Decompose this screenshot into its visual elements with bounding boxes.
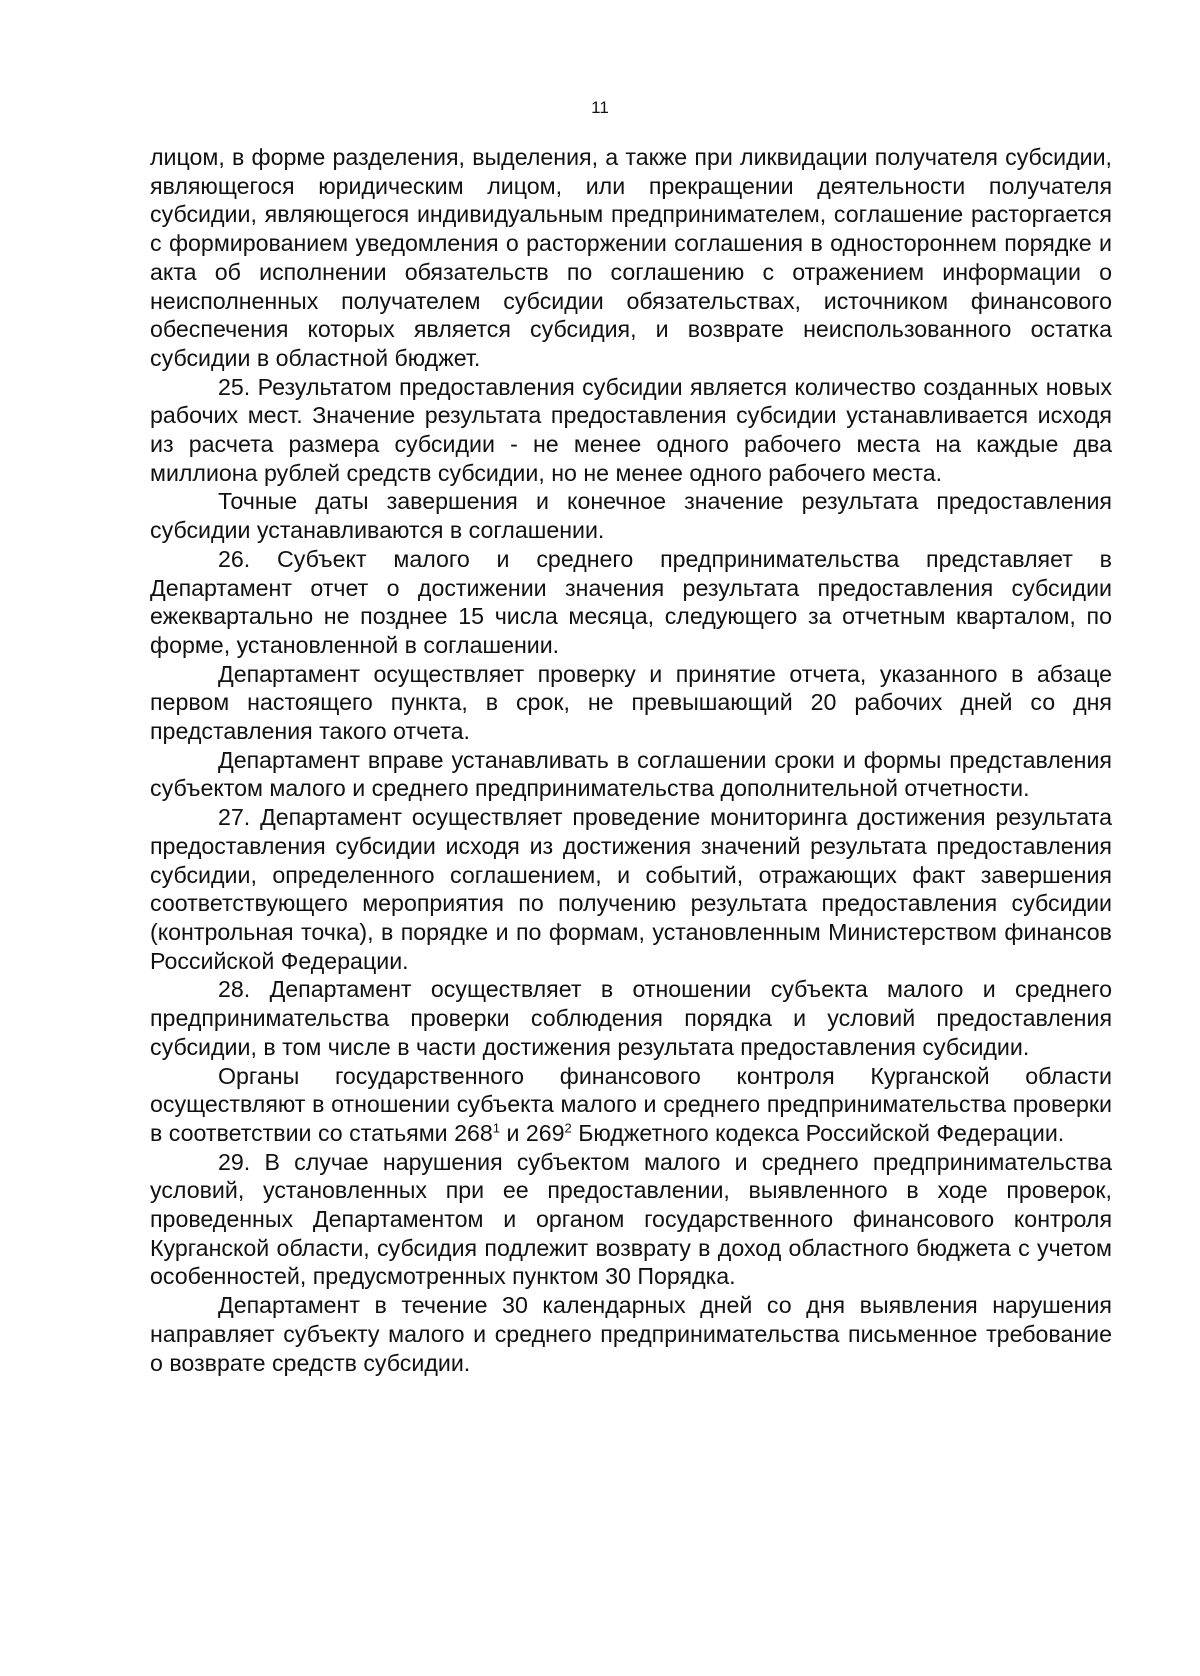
- paragraph-item-28: 28. Департамент осуществляет в отношении субъекта малого и среднего предпринимательства проверки соблюдения порядка и условий предоставления субсидии, в том числе в части достижения результата предоставления субсидии.: [150, 976, 1112, 1060]
- financial-control-text-2: и 269: [500, 1119, 565, 1146]
- financial-control-text-1: Органы государственного финансового контроля Курганской области осуществляют в отношении субъекта малого и среднего предпринимательства проверки в соответствии со статьями 268: [150, 1062, 1112, 1146]
- paragraph-continuation: лицом, в форме разделения, выделения, а также при ликвидации получателя субсидии, являющегося юридическим лицом, или прекращении деятельности получателя субсидии, являющегося индивидуальным предпринимателем, соглашение расторгается с формированием уведомления о расторжении соглашения в одностороннем порядке и акта об исполнении обязательств по соглашению с отражением информации о неисполненных получателем субсидии обязательствах, источником финансового обеспечения которых является субсидия, и возврате неиспользованного остатка субсидии в областной бюджет.: [150, 144, 1112, 371]
- paragraph-refund-demand: Департамент в течение 30 календарных дней со дня выявления нарушения направляет субъекту малого и среднего предпринимательства письменное требование о возврате средств субсидии.: [150, 1292, 1112, 1376]
- paragraph-result-dates: Точные даты завершения и конечное значение результата предоставления субсидии устанавливаются в соглашении.: [150, 488, 1112, 544]
- paragraph-item-29: 29. В случае нарушения субъектом малого и среднего предпринимательства условий, установленных при ее предоставлении, выявленного в ходе проверок, проведенных Департаментом и органом государственного финансового контроля Курганской области, субсидия подлежит возврату в доход областного бюджета с учетом особенностей, предусмотренных пунктом 30 Порядка.: [150, 1148, 1112, 1290]
- superscript-1: 1: [492, 1120, 500, 1136]
- paragraph-report-check: Департамент осуществляет проверку и принятие отчета, указанного в абзаце первом настоящего пункта, в срок, не превышающий 20 рабочих дней со дня представления такого отчета.: [150, 660, 1112, 745]
- paragraph-item-26: 26. Субъект малого и среднего предпринимательства представляет в Департамент отчет о достижении значения результата предоставления субсидии ежеквартально не позднее 15 числа месяца, следующего за отчетным кварталом, по форме, установленной в соглашении.: [150, 545, 1112, 658]
- paragraph-additional-reporting: Департамент вправе устанавливать в соглашении сроки и формы представления субъектом малого и среднего предпринимательства дополнительной отчетности.: [150, 746, 1112, 802]
- page-number: 11: [591, 98, 609, 117]
- superscript-2: 2: [564, 1120, 572, 1136]
- financial-control-text-3: Бюджетного кодекса Российской Федерации.: [571, 1119, 1065, 1146]
- document-body: [150, 143, 1112, 1377]
- paragraph-item-25: 25. Результатом предоставления субсидии является количество созданных новых рабочих мест. Значение результата предоставления субсидии устанавливается исходя из расчета размера субсидии - не менее одного рабочего места на каждые два миллиона рублей средств субсидии, но не менее одного рабочего места.: [150, 373, 1112, 486]
- paragraph-financial-control: [150, 1062, 1112, 1148]
- paragraph-item-27: 27. Департамент осуществляет проведение мониторинга достижения результата предоставления субсидии исходя из достижения значений результата предоставления субсидии, определенного соглашением, и событий, отражающих факт завершения соответствующего мероприятия по получению результата предоставления субсидии (контрольная точка), в порядке и по формам, установленным Министерством финансов Российской Федерации.: [150, 804, 1112, 974]
